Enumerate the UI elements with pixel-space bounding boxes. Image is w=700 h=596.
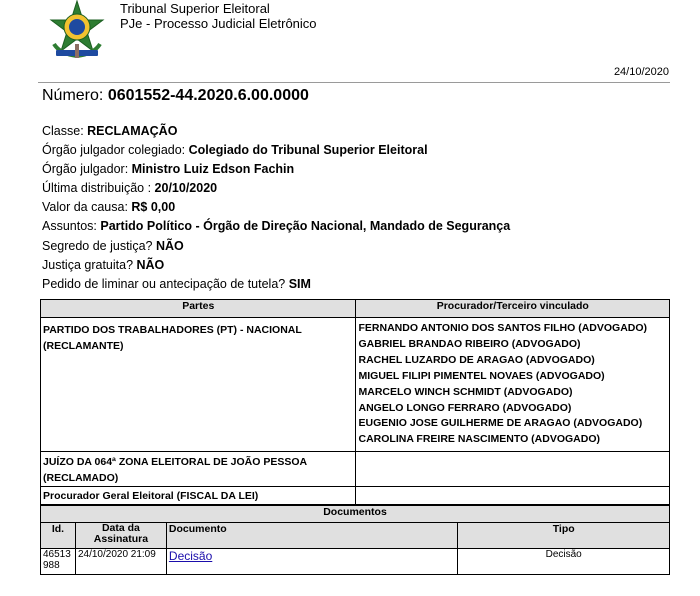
party-name: Procurador Geral Eleitoral (FISCAL DA LEI) <box>41 487 356 505</box>
lawyer-name: CAROLINA FREIRE NASCIMENTO (ADVOGADO) <box>358 433 600 446</box>
field-label: Pedido de liminar ou antecipação de tutela? <box>42 276 289 291</box>
field-value: Partido Político - Órgão de Direção Nacional, Mandado de Segurança <box>100 219 511 234</box>
col-header-partes: Partes <box>41 300 356 318</box>
col-header-id: Id. <box>41 523 76 549</box>
report-date: 24/10/2020 <box>613 66 669 78</box>
field-label: Órgão julgador colegiado: <box>42 143 189 158</box>
col-header-documento: Documento <box>166 523 457 549</box>
field-justica-gratuita <box>42 256 510 275</box>
field-value: RECLAMAÇÃO <box>87 124 178 138</box>
lawyers-cell <box>356 487 670 505</box>
field-assuntos <box>42 217 510 236</box>
field-label: Classe: <box>42 124 88 138</box>
process-number-label: Número: <box>42 87 104 104</box>
field-ultima-distribuicao <box>42 179 510 198</box>
documents-table <box>40 505 670 575</box>
process-number-value: 0601552-44.2020.6.00.0000 <box>107 87 309 104</box>
field-label: Última distribuição : <box>42 181 155 196</box>
document-type: Decisão <box>458 549 670 575</box>
lawyers-cell <box>356 318 670 452</box>
field-pedido-liminar <box>42 275 510 294</box>
field-label: Segredo de justiça? <box>42 238 156 253</box>
document-link[interactable]: Decisão <box>168 549 213 563</box>
brasao-republica-emblem <box>46 0 108 60</box>
lawyer-name: EUGENIO JOSE GUILHERME DE ARAGAO (ADVOGADO) <box>358 417 643 430</box>
field-value: SIM <box>288 276 311 291</box>
court-name: Tribunal Superior Eleitoral <box>120 1 270 16</box>
field-orgao-colegiado <box>42 141 510 160</box>
field-orgao-julgador <box>42 160 510 179</box>
process-fields <box>42 122 510 294</box>
field-value: NÃO <box>155 238 184 253</box>
col-header-data-assinatura: Data da Assinatura <box>75 523 166 549</box>
field-value: NÃO <box>136 257 165 272</box>
lawyer-name: GABRIEL BRANDAO RIBEIRO (ADVOGADO) <box>358 337 581 350</box>
document-cell <box>166 549 457 575</box>
documents-header-row <box>41 523 670 549</box>
field-label: Justiça gratuita? <box>42 257 137 272</box>
field-value: 20/10/2020 <box>154 181 218 196</box>
field-classe <box>42 122 510 141</box>
field-value: Colegiado do Tribunal Superior Eleitoral <box>188 143 428 158</box>
documents-title: Documentos <box>41 506 670 523</box>
party-name: PARTIDO DOS TRABALHADORES (PT) - NACIONAL (RECLAMANTE) <box>41 318 356 452</box>
lawyer-name: ANGELO LONGO FERRARO (ADVOGADO) <box>358 401 572 414</box>
header-titles <box>120 1 317 31</box>
party-row <box>41 318 670 452</box>
parties-table <box>40 299 670 505</box>
documents-title-row <box>41 506 670 523</box>
header-divider <box>38 82 670 83</box>
document-id: 46513988 <box>41 549 76 575</box>
document-date: 24/10/2020 21:09 <box>75 549 166 575</box>
parties-header-row <box>41 300 670 318</box>
party-row <box>41 487 670 505</box>
system-name: PJe - Processo Judicial Eletrônico <box>120 16 317 31</box>
lawyers-cell <box>356 452 670 487</box>
field-label: Órgão julgador: <box>42 162 132 177</box>
lawyer-name: RACHEL LUZARDO DE ARAGAO (ADVOGADO) <box>358 353 595 366</box>
lawyer-name: MARCELO WINCH SCHMIDT (ADVOGADO) <box>358 385 573 398</box>
party-name: JUÍZO DA 064ª ZONA ELEITORAL DE JOÃO PESSOA (RECLAMADO) <box>41 452 356 487</box>
party-row <box>41 452 670 487</box>
lawyer-name: MIGUEL FILIPI PIMENTEL NOVAES (ADVOGADO) <box>358 369 605 382</box>
field-label: Assuntos: <box>42 219 101 234</box>
field-value: Ministro Luiz Edson Fachin <box>131 162 295 177</box>
field-valor-causa <box>42 198 510 217</box>
lawyer-name: FERNANDO ANTONIO DOS SANTOS FILHO (ADVOGADO) <box>358 322 648 334</box>
field-segredo-justica <box>42 237 510 256</box>
field-value: R$ 0,00 <box>131 200 176 215</box>
process-number <box>42 87 309 105</box>
col-header-procurador: Procurador/Terceiro vinculado <box>356 300 670 318</box>
col-header-tipo: Tipo <box>458 523 670 549</box>
table-row <box>41 549 670 575</box>
field-label: Valor da causa: <box>42 200 132 215</box>
